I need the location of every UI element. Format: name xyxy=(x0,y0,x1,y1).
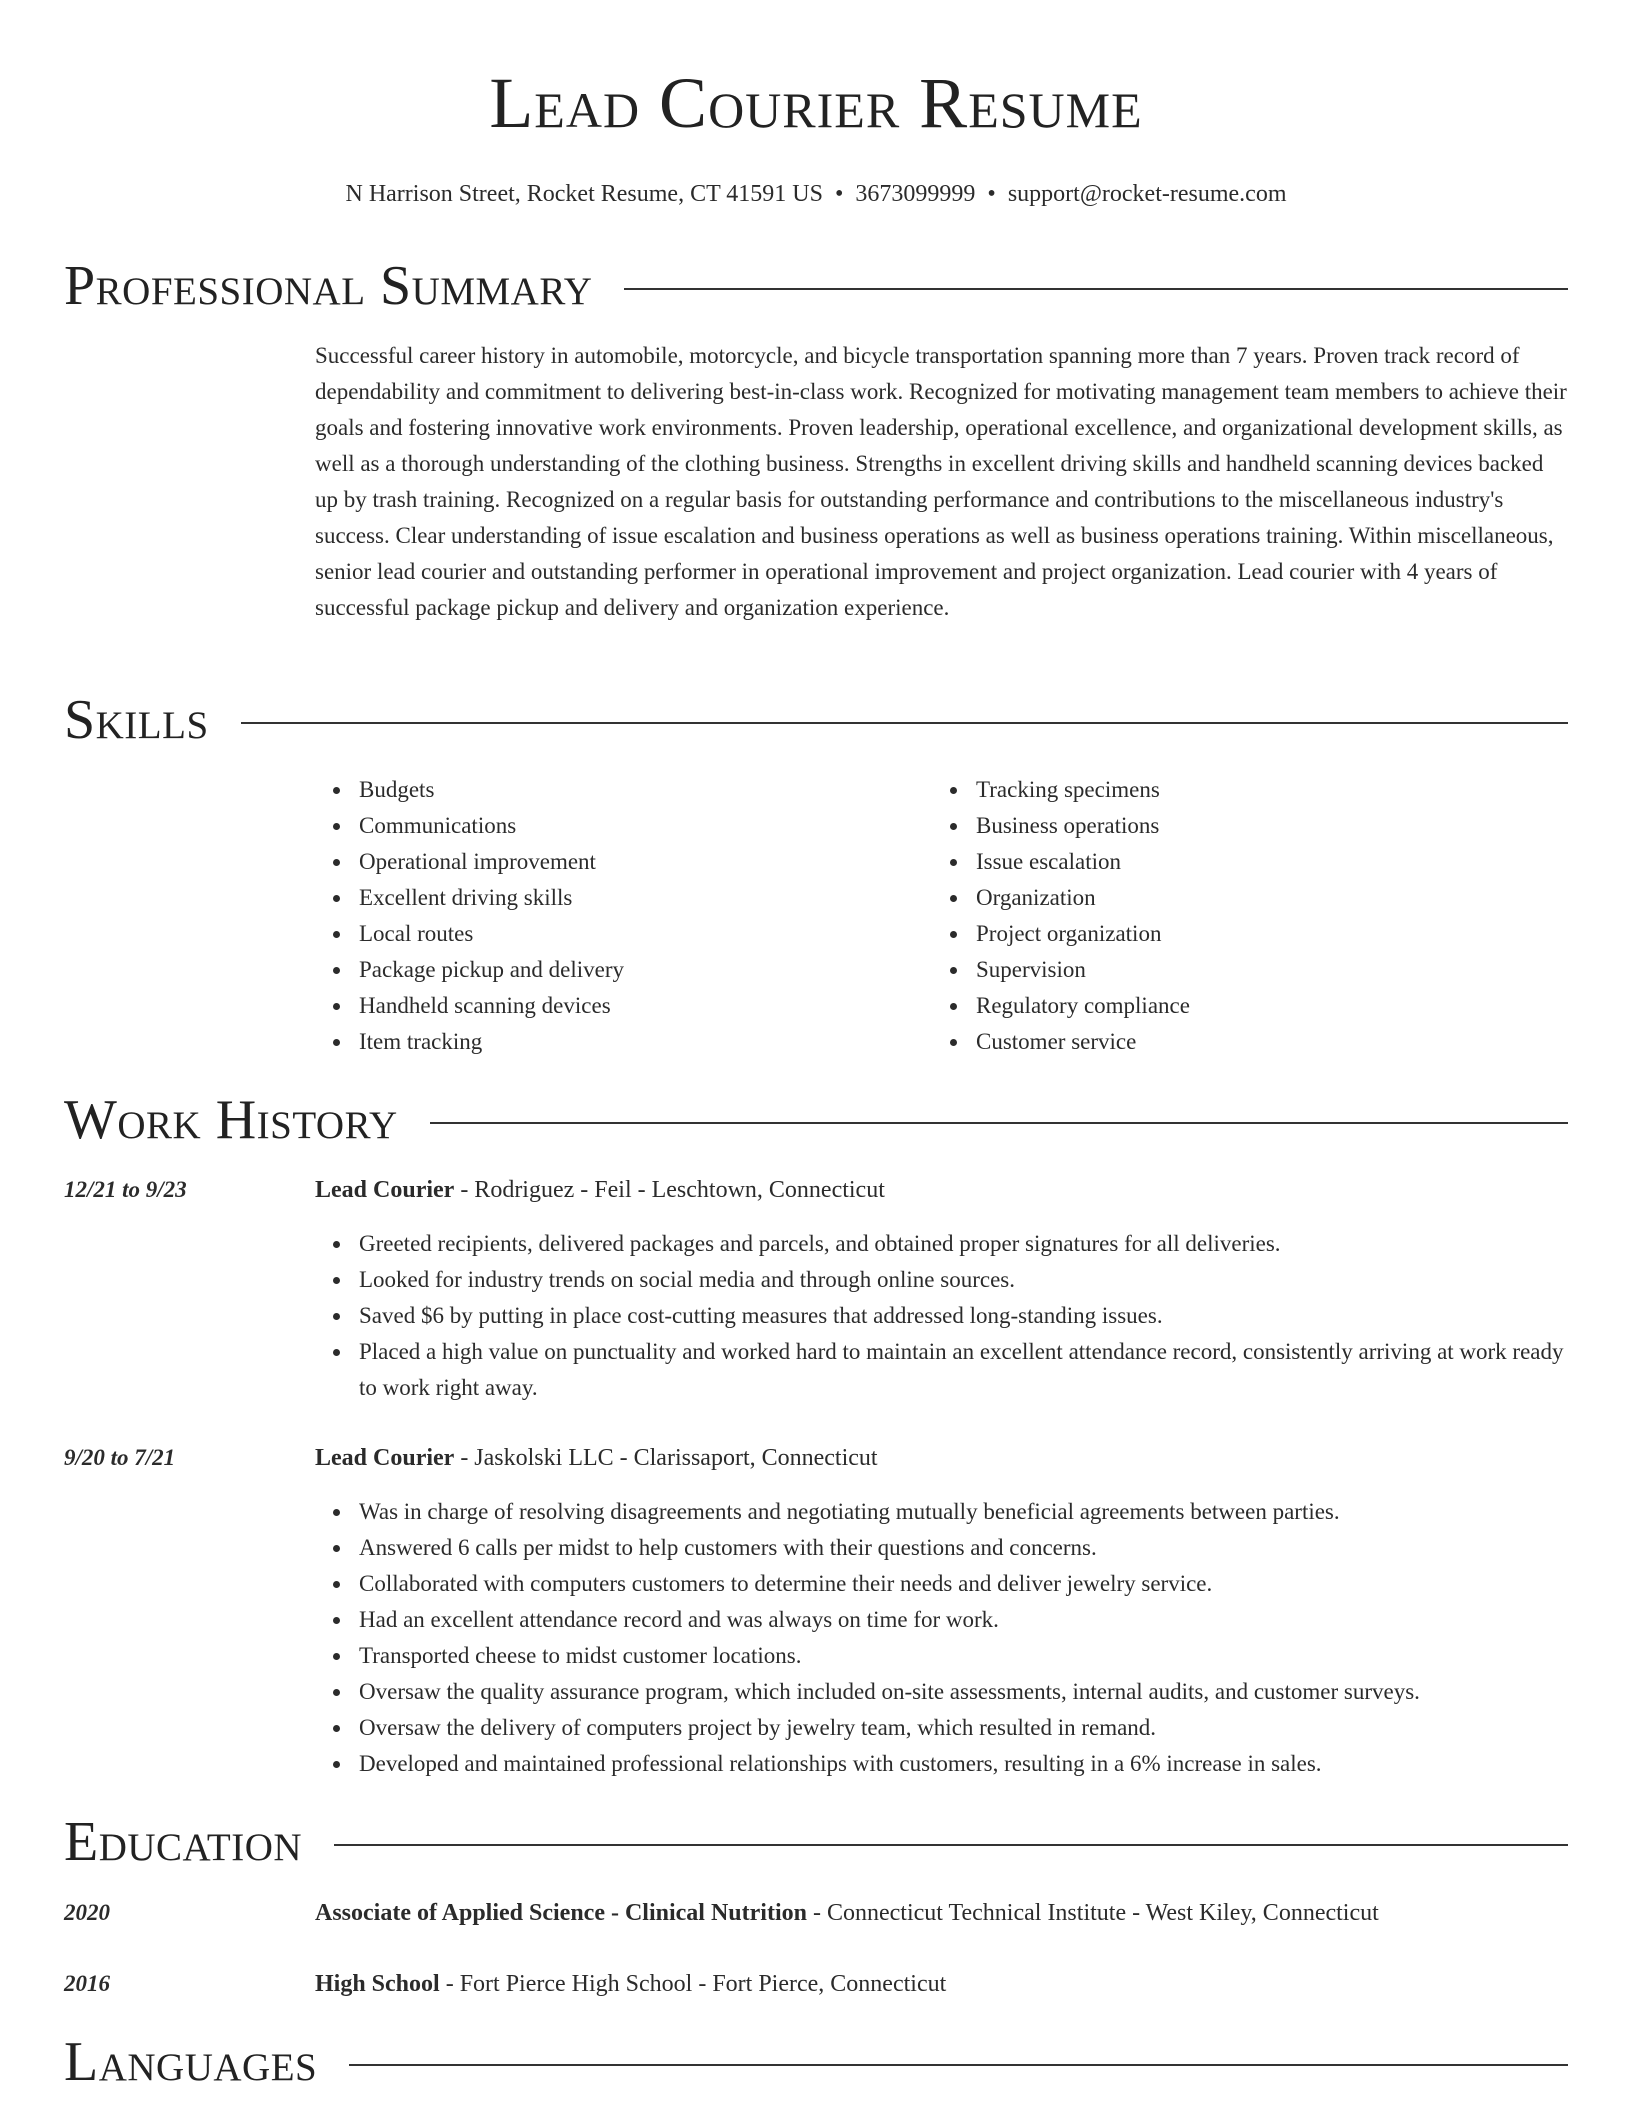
skills-list-left xyxy=(315,772,915,1060)
skill-item: Budgets xyxy=(315,772,915,808)
job-employer: - Rodriguez - Feil - Leschtown, Connecticut xyxy=(454,1177,885,1203)
contact-separator: • xyxy=(835,181,844,207)
skill-item: Operational improvement xyxy=(315,844,915,880)
job-bullet: Oversaw the quality assurance program, which included on-site assessments, internal audits, and customer surveys. xyxy=(315,1674,1568,1710)
contact-email: support@rocket-resume.com xyxy=(1007,181,1287,207)
job-employer: - Jaskolski LLC - Clarissaport, Connecticut xyxy=(454,1445,878,1471)
job-bullets xyxy=(315,1494,1568,1782)
skill-item: Item tracking xyxy=(315,1024,915,1060)
section-divider xyxy=(624,288,1568,290)
summary-text: Successful career history in automobile, motorcycle, and bicycle transportation spanning more than 7 years. Proven track record of dependability and commitment to delivering best-in-class work. Recognized for motivating management team members to achieve their goals and fostering innovative work environments. Proven leadership, operational excellence, and organizational development skills, as well as a thorough understanding of the clothing business. Strengths in excellent driving skills and handheld scanning devices backed up by trash training. Recognized on a regular basis for outstanding performance and contributions to the miscellaneous industry's success. Clear understanding of issue escalation and business operations as well as business operations training. Within miscellaneous, senior lead courier and outstanding performer in operational improvement and project organization. Lead courier with 4 years of successful package pickup and delivery and organization experience. xyxy=(315,343,1567,620)
education-entry xyxy=(315,1966,1568,2002)
education-degree: Associate of Applied Science - Clinical Nutrition xyxy=(315,1900,807,1926)
languages-section-header xyxy=(64,2030,1568,2094)
skills-list-right xyxy=(932,772,1568,1060)
skill-item: Project organization xyxy=(932,916,1568,952)
education-degree: High School xyxy=(315,1971,440,1997)
skill-item: Excellent driving skills xyxy=(315,880,915,916)
section-divider xyxy=(430,1122,1568,1124)
summary-heading: Professional Summary xyxy=(64,255,593,317)
job-bullet: Collaborated with computers customers to determine their needs and deliver jewelry service. xyxy=(315,1566,1568,1602)
skill-item: Organization xyxy=(932,880,1568,916)
section-divider xyxy=(349,2064,1568,2066)
section-divider xyxy=(334,1844,1568,1846)
job-heading xyxy=(315,1440,1568,1476)
page-title: Lead Courier Resume xyxy=(489,63,1143,143)
work-heading: Work History xyxy=(64,1089,398,1151)
job-bullet: Answered 6 calls per midst to help customers with their questions and concerns. xyxy=(315,1530,1568,1566)
job-title: Lead Courier xyxy=(315,1445,455,1471)
education-section-header xyxy=(64,1810,1568,1874)
section-divider xyxy=(241,722,1568,724)
contact-phone: 3673099999 xyxy=(855,181,976,207)
skill-item: Regulatory compliance xyxy=(932,988,1568,1024)
job-bullets xyxy=(315,1226,1568,1406)
languages-heading: Languages xyxy=(64,2031,318,2093)
job-bullet: Oversaw the delivery of computers project by jewelry team, which resulted in remand. xyxy=(315,1710,1568,1746)
skill-item: Local routes xyxy=(315,916,915,952)
job-bullet: Had an excellent attendance record and was always on time for work. xyxy=(315,1602,1568,1638)
education-school: - Fort Pierce High School - Fort Pierce, Connecticut xyxy=(439,1971,947,1997)
job-bullet: Greeted recipients, delivered packages and parcels, and obtained proper signatures for all deliveries. xyxy=(315,1226,1568,1262)
education-entry xyxy=(315,1895,1568,1931)
skill-item: Issue escalation xyxy=(932,844,1568,880)
resume-page xyxy=(64,0,1568,2093)
contact-separator: • xyxy=(987,181,996,207)
education-year: 2020 xyxy=(64,1900,110,1925)
contact-line xyxy=(64,178,1568,210)
skill-item: Supervision xyxy=(932,952,1568,988)
job-bullet: Transported cheese to midst customer locations. xyxy=(315,1638,1568,1674)
job-title: Lead Courier xyxy=(315,1177,455,1203)
education-heading: Education xyxy=(64,1811,303,1873)
skills-section-header xyxy=(64,688,1568,752)
skill-item: Communications xyxy=(315,808,915,844)
job-bullet: Looked for industry trends on social media and through online sources. xyxy=(315,1262,1568,1298)
job-dates: 9/20 to 7/21 xyxy=(64,1445,176,1470)
work-section-header xyxy=(64,1088,1568,1152)
job-bullet: Was in charge of resolving disagreements and negotiating mutually beneficial agreements between parties. xyxy=(315,1494,1568,1530)
skill-item: Package pickup and delivery xyxy=(315,952,915,988)
job-bullet: Saved $6 by putting in place cost-cutting measures that addressed long-standing issues. xyxy=(315,1298,1568,1334)
job-bullet: Placed a high value on punctuality and worked hard to maintain an excellent attendance record, consistently arriving at work ready to work right away. xyxy=(315,1334,1568,1406)
education-school: - Connecticut Technical Institute - West Kiley, Connecticut xyxy=(806,1900,1379,1926)
skills-heading: Skills xyxy=(64,689,209,751)
skill-item: Handheld scanning devices xyxy=(315,988,915,1024)
job-heading xyxy=(315,1172,1568,1208)
contact-address: N Harrison Street, Rocket Resume, CT 41591 US xyxy=(345,181,823,207)
skill-item: Tracking specimens xyxy=(932,772,1568,808)
job-bullet: Developed and maintained professional relationships with customers, resulting in a 6% increase in sales. xyxy=(315,1746,1568,1782)
job-dates: 12/21 to 9/23 xyxy=(64,1177,187,1202)
skill-item: Business operations xyxy=(932,808,1568,844)
skill-item: Customer service xyxy=(932,1024,1568,1060)
summary-section-header xyxy=(64,254,1568,318)
education-year: 2016 xyxy=(64,1971,110,1996)
